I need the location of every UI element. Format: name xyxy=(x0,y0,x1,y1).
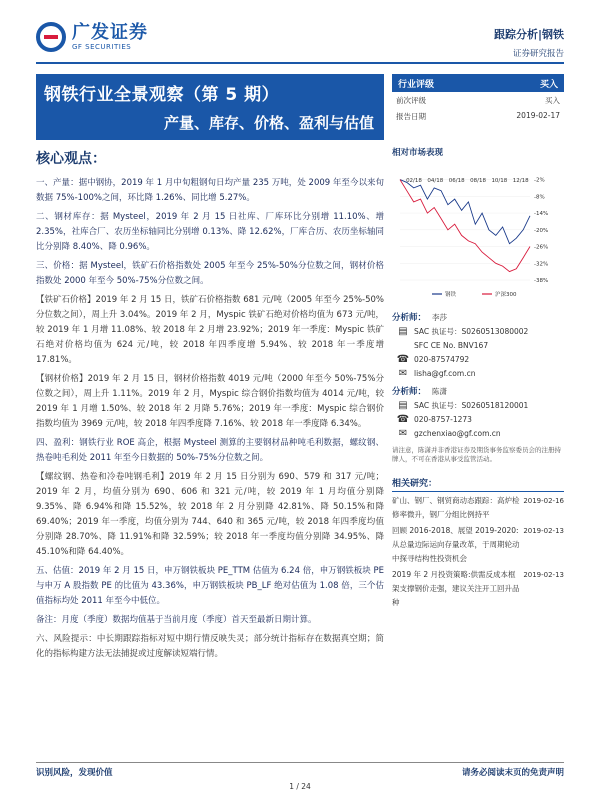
x-tick-label: 08/18 xyxy=(470,178,486,184)
analyst-email[interactable]: lisha@gf.com.cn xyxy=(414,368,476,378)
phone-icon: ☎ xyxy=(396,413,410,425)
x-tick-label: 10/18 xyxy=(491,178,508,184)
chart-svg xyxy=(392,162,564,302)
analyst-label: 分析师： xyxy=(392,387,427,397)
analyst-block-2 xyxy=(392,384,564,440)
y-tick-label: -8% xyxy=(534,194,545,201)
email-icon: ✉ xyxy=(398,427,408,439)
analyst-block-1 xyxy=(392,310,564,380)
market-performance-title: 相对市场表现 xyxy=(392,148,444,158)
x-tick-label: 06/18 xyxy=(448,178,465,184)
y-tick-label: -38% xyxy=(534,278,549,284)
legend-label: 钢铁 xyxy=(445,292,457,298)
header-divider xyxy=(36,62,564,64)
y-tick-label: -20% xyxy=(534,227,549,234)
analyst-name: 李莎 xyxy=(432,312,447,322)
report-subtitle: 产量、库存、价格、盈利与估值 xyxy=(163,114,374,132)
rating-value: 买入 xyxy=(539,79,558,90)
logo-english-name: GF SECURITIES xyxy=(72,42,132,51)
id-card-icon: ▤ xyxy=(398,325,408,337)
report-type: 证券研究报告 xyxy=(512,49,564,59)
rating-label: 行业评级 xyxy=(398,79,435,90)
para-iron-ore-price: 【铁矿石价格】2019 年 2 月 15 日，铁矿石价格指数 681 元/吨（2005 年至今 25%-50%分位数之间），周上升 3.04%。2019 年 2 月，Myspic 铁矿石绝对价格均值为 673 元/吨，较 2019 年 1 月增 11.08%、较 2018 年 2 月增 23.92%；2019 年一季度：Myspic 铁矿石绝对价格均值为 624 元/吨，较 2018 年四季度增 5.94%、较 2018 年一季度增 17.81%。 xyxy=(36,295,384,365)
rating-box xyxy=(392,74,564,124)
related-item[interactable] xyxy=(392,568,564,610)
report-title: 钢铁行业全景观察（第 5 期） xyxy=(44,85,280,105)
core-views xyxy=(36,144,384,666)
analyst-phone: 020-87574792 xyxy=(414,354,470,364)
related-item-date: 2019-02-13 xyxy=(523,571,564,579)
report-date-label: 报告日期 xyxy=(396,112,426,121)
y-tick-label: -32% xyxy=(534,261,549,268)
gf-logo-icon xyxy=(36,22,66,52)
company-logo xyxy=(36,22,148,52)
id-card-icon: ▤ xyxy=(398,399,408,411)
related-item[interactable] xyxy=(392,524,564,566)
page-number: 1 / 24 xyxy=(289,782,311,791)
previous-rating-label: 前次评级 xyxy=(396,96,426,105)
report-category: 跟踪分析|钢铁 xyxy=(493,28,564,41)
para-profit: 四、盈利：钢铁行业 ROE 高企，根据 Mysteel 测算的主要钢材品种吨毛利数据，螺纹钢、热卷吨毛利处 2011 年至今日数据的 50%-75%分位数之间。 xyxy=(36,438,384,463)
core-views-title: 核心观点： xyxy=(36,151,106,167)
analyst-label: 分析师： xyxy=(392,313,427,323)
analyst-cert: SAC 执证号：S0260513080002 xyxy=(414,326,529,336)
para-gross-margin: 【螺纹钢、热卷和冷卷吨钢毛利】2019 年 2 月 15 日分别为 690、579 和 317 元/吨；2019 年 2 月，均值分别为 690、606 和 321 元/吨，较 2019 年 1 月均值分别降 9.35%、降 6.94%和降 15.52%，较 2018 年 2 月分别降 42.81%、降 50.15%和降 69.40%；2019 年一季度，均值分别为 744、640 和 365 元/吨，较 2018 年四季度均值分别降 28.70%、降 11.91%和降 32.59%；较 2018 年一季度均值分别降 34.95%、降 45.10%和降 64.40%。 xyxy=(36,472,384,557)
related-item[interactable] xyxy=(392,494,564,522)
para-price: 三、价格：据 Mysteel，铁矿石价格指数处 2005 年至今 25%-50%分位数之间，钢材价格指数处 2000 年至今 50%-75%分位数之间。 xyxy=(36,261,384,286)
y-tick-label: -2% xyxy=(534,177,545,184)
page-header xyxy=(0,0,600,68)
related-research-title: 相关研究： xyxy=(392,476,564,492)
analyst-email[interactable]: gzchenxiao@gf.com.cn xyxy=(414,428,501,438)
para-output: 一、产量：据中钢协，2019 年 1 月中旬粗钢旬日均产量 235 万吨，处 2009 年至今以来旬数据 75%-100%之间，环比降 1.26%、同比增 5.27%。 xyxy=(36,178,384,203)
para-inventory: 二、钢材库存：据 Mysteel，2019 年 2 月 15 日社库、厂库环比分别增 11.10%、增 2.35%，社库合厂、农历坐标轴同比分别增 0.13%、降 12.62%，厂库合历、农历坐标轴同比分别降 8.40%、降 0.96%。 xyxy=(36,212,384,252)
page-footer xyxy=(36,762,564,778)
analyst-cert2: SFC CE No. BNV167 xyxy=(414,340,489,350)
related-item-title: 2019 年 2 月投资策略:供需反成本框架支撑钢价走强，建议关注开工回升品种 xyxy=(392,570,520,607)
relative-performance-chart xyxy=(392,162,564,302)
sidebar xyxy=(392,144,564,610)
previous-rating-value: 买入 xyxy=(545,96,560,105)
series-line xyxy=(400,180,530,244)
series-line xyxy=(400,180,530,272)
previous-rating-row xyxy=(392,92,564,108)
footer-slogan: 识别风险，发现价值 xyxy=(36,768,113,778)
related-item-date: 2019-02-13 xyxy=(523,527,564,535)
legend-label: 沪深300 xyxy=(495,292,517,298)
y-tick-label: -14% xyxy=(534,211,549,218)
related-item-title: 矿山、钢厂、钢贸商动态跟踪：高炉检修率微升，钢厂分组比例持平 xyxy=(392,496,520,519)
footer-disclaimer: 请务必阅读末页的免责声明 xyxy=(461,768,564,778)
related-item-date: 2019-02-16 xyxy=(523,497,564,505)
x-tick-label: 12/18 xyxy=(512,178,529,184)
title-banner xyxy=(36,74,384,140)
disclaimer-note: 请注意，陈潇并非香港证券及期货事务监察委员会的注册持牌人，不可在香港从事受监管活动。 xyxy=(392,446,561,463)
para-valuation: 五、估值：2019 年 2 月 15 日，申万钢铁板块 PE_TTM 估值为 6.24 倍，申万钢铁板块 PE 与申万 A 股指数 PE 的比值为 43.36%，申万钢铁板块 PB_LF 绝对估值为 1.08 倍，三个估值指标均处 2011 年至今中低位。 xyxy=(36,566,384,606)
report-date-value: 2019-02-17 xyxy=(516,111,560,120)
x-tick-label: 02/18 xyxy=(406,178,422,184)
email-icon: ✉ xyxy=(398,367,408,379)
report-date-row xyxy=(392,108,564,124)
para-steel-price: 【钢材价格】2019 年 2 月 15 日，钢材价格指数 4019 元/吨（2000 年至今 50%-75%分位数之间），周上升 1.11%。2019 年 2 月，Myspic 综合钢价指数均值为 4014 元/吨，较 2019 年 1 月增 1.50%、较 2018 年 2 月降 5.76%；2019 年一季度：Myspic 综合钢价指数均值为 3969 元/吨，较 2018 年四季度降 7.16%、较 2018 年一季度降 6.34%。 xyxy=(36,374,384,429)
x-tick-label: 04/18 xyxy=(427,178,444,184)
phone-icon: ☎ xyxy=(396,353,410,365)
analyst-phone: 020-8757-1273 xyxy=(414,414,472,424)
para-risk: 六、风险提示：中长期跟踪指标对短中期行情反映失灵；部分统计指标存在数据真空期；简化的指标构建方法无法捕捉或过度解读短端行情。 xyxy=(36,634,384,659)
related-item-title: 回顾 2016-2018、展望 2019-2020:从总量边际运向存量改革，于周期轮动中探寻结构性投资机会 xyxy=(392,526,520,563)
analyst-cert: SAC 执证号：S0260518120001 xyxy=(414,400,529,410)
logo-chinese-name: 广发证券 xyxy=(72,21,148,43)
rating-header xyxy=(392,74,564,92)
y-tick-label: -26% xyxy=(534,244,549,251)
para-note: 备注：月度（季度）数据均值基于当前月度（季度）首天至最新日期计算。 xyxy=(36,615,317,625)
analyst-name: 陈潇 xyxy=(432,386,447,396)
